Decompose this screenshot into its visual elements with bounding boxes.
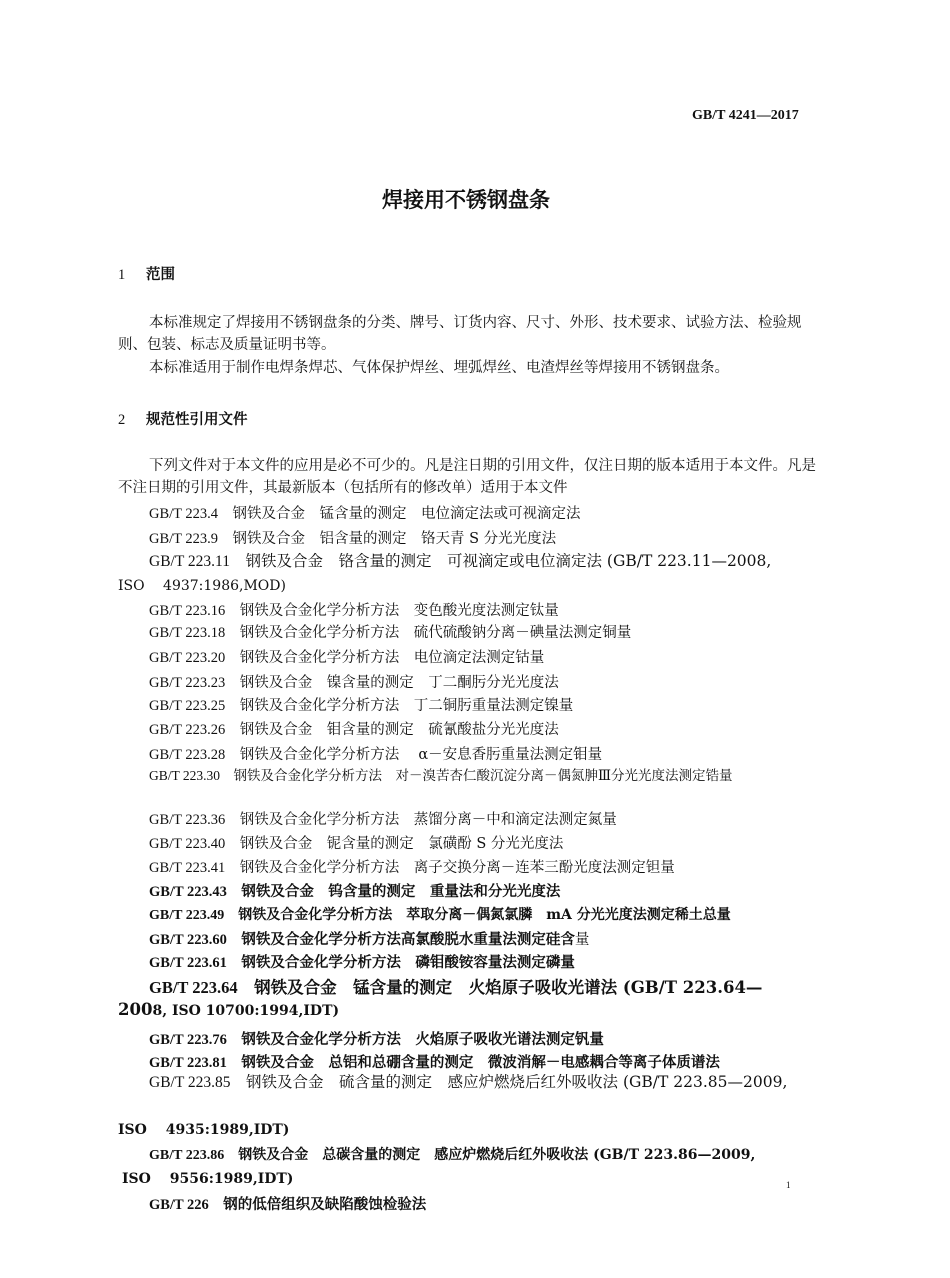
reference-item (149, 928, 589, 949)
scope-paragraph: 本标准适用于制作电焊条焊芯、气体保护焊丝、埋弧焊丝、电渣焊丝等焊接用不锈钢盘条。 (149, 360, 729, 376)
reference-item (149, 743, 602, 764)
section-number: 1 (118, 267, 126, 283)
reference-item (149, 856, 675, 877)
reference-item (149, 880, 560, 901)
reference-code: GB/T 223.11 (149, 553, 230, 570)
reference-code: GB/T 223.25 (149, 698, 226, 714)
reference-continuation: ISO 4937:1986,MOD) (118, 578, 286, 594)
document-title: 焊接用不锈钢盘条 (382, 188, 550, 212)
reference-code: GB/T 223.81 (149, 1055, 227, 1071)
reference-title: 钢铁及合金化学分析方法 硫代硫酸钠分离－碘量法测定铜量 (239, 625, 632, 641)
reference-title: 钢铁及合金 铬含量的测定 可视滴定或电位滴定法 (GB/T 223.11—2008, (245, 552, 772, 570)
reference-code: GB/T 223.85 (149, 1074, 231, 1091)
reference-code: GB/T 226 (149, 1197, 209, 1213)
reference-title: 钢铁及合金化学分析方法 火焰原子吸收光谱法测定钒量 (241, 1031, 604, 1048)
reference-item (149, 549, 771, 571)
reference-title: 钢铁及合金化学分析方法 变色酸光度法测定钛量 (239, 603, 559, 619)
reference-code: GB/T 223.9 (149, 531, 219, 547)
reference-code: GB/T 223.18 (149, 625, 226, 641)
reference-title: 钢铁及合金 铌含量的测定 氯磺酚 S 分光光度法 (239, 836, 564, 852)
section-heading-references (118, 408, 248, 429)
reference-item (149, 718, 559, 739)
reference-code: GB/T 223.26 (149, 722, 226, 738)
reference-item (149, 1051, 720, 1072)
reference-continuation: ISO 4935:1989,IDT) (118, 1122, 290, 1138)
reference-code: GB/T 223.16 (149, 603, 226, 619)
reference-code: GB/T 223.36 (149, 812, 226, 828)
reference-code: GB/T 223.23 (149, 675, 226, 691)
reference-item (149, 502, 581, 523)
continuation-text: 8, ISO 10700:1994,IDT) (152, 1003, 340, 1019)
reference-title: 钢铁及合金 铝含量的测定 铬天青 S 分光光度法 (232, 531, 557, 547)
reference-code: GB/T 223.49 (149, 908, 225, 923)
scope-paragraph: 本标准规定了焊接用不锈钢盘条的分类、牌号、订货内容、尺寸、外形、技术要求、试验方法、检验规则、包装、标志及质量证明书等。 (118, 315, 802, 353)
reference-item (149, 527, 556, 548)
reference-title: 钢铁及合金化学分析方法 丁二铜肟重量法测定镍量 (239, 698, 574, 714)
reference-item (149, 621, 631, 642)
reference-item (149, 832, 563, 853)
reference-code: GB/T 223.40 (149, 836, 226, 852)
reference-code: GB/T 223.41 (149, 860, 226, 876)
reference-item (149, 1072, 789, 1093)
section-title: 范围 (146, 267, 175, 283)
reference-title: 钢铁及合金化学分析方法 萃取分离－偶氮氯膦 mA 分光光度法测定稀土总量 (238, 907, 731, 923)
reference-title: 钢铁及合金化学分析方法 电位滴定法测定钴量 (239, 650, 545, 666)
reference-item (149, 974, 762, 998)
reference-title: 钢铁及合金化学分析方法 α－安息香肟重量法测定钼量 (239, 747, 603, 763)
reference-code: GB/T 223.86 (149, 1148, 225, 1163)
reference-title: 钢铁及合金 硫含量的测定 感应炉燃烧后红外吸收法 (GB/T 223.85—2009, (246, 1073, 788, 1091)
reference-title: 钢铁及合金 总碳含量的测定 感应炉燃烧后红外吸收法 (GB/T 223.86—2009, (238, 1147, 756, 1163)
reference-title: 钢铁及合金 锰含量的测定 火焰原子吸收光谱法 (GB/T 223.64— (254, 978, 763, 997)
reference-title: 钢铁及合金化学分析方法高氯酸脱水重量法测定硅含 (241, 931, 575, 948)
reference-code: GB/T 223.61 (149, 955, 227, 971)
reference-title: 钢的低倍组织及缺陷酸蚀检验法 (223, 1196, 427, 1213)
standard-number: GB/T 4241—2017 (692, 108, 799, 123)
reference-item (149, 1028, 604, 1049)
reference-title: 钢铁及合金化学分析方法 蒸馏分离－中和滴定法测定氮量 (239, 812, 617, 828)
reference-title: 钢铁及合金 钨含量的测定 重量法和分光光度法 (241, 883, 561, 900)
continuation-year-prefix: 200 (118, 1000, 153, 1019)
section-heading-scope (118, 263, 175, 284)
reference-item (149, 1193, 426, 1214)
reference-item (149, 951, 575, 972)
reference-item (149, 808, 617, 829)
reference-continuation: ISO 9556:1989,IDT) (122, 1171, 294, 1187)
reference-title: 钢铁及合金化学分析方法 离子交换分离－连苯三酚光度法测定钽量 (239, 860, 675, 876)
reference-item (149, 599, 559, 620)
reference-item (149, 904, 731, 924)
reference-code: GB/T 223.43 (149, 884, 227, 900)
reference-title: 钢铁及合金 锰含量的测定 电位滴定法或可视滴定法 (232, 506, 581, 522)
reference-item (149, 646, 544, 667)
reference-item (149, 694, 573, 715)
reference-code: GB/T 223.60 (149, 932, 227, 948)
reference-code: GB/T 223.4 (149, 506, 219, 522)
reference-title-tail: 量 (574, 932, 590, 948)
section-title: 规范性引用文件 (146, 412, 248, 428)
reference-title: 钢铁及合金化学分析方法 对－溴苦杏仁酸沉淀分离－偶氮胂Ⅲ分光光度法测定锆量 (233, 768, 733, 784)
reference-item (149, 1144, 755, 1164)
reference-title: 钢铁及合金 钼含量的测定 硫氰酸盐分光光度法 (239, 722, 559, 738)
reference-code: GB/T 223.30 (149, 768, 221, 783)
page-number: 1 (786, 1180, 791, 1190)
references-intro: 下列文件对于本文件的应用是必不可少的。凡是注日期的引用文件，仅注日期的版本适用于本文件。凡是不注日期的引用文件，其最新版本（包括所有的修改单）适用于本文件 (118, 458, 816, 496)
reference-code: GB/T 223.28 (149, 747, 226, 763)
reference-title: 钢铁及合金 总铝和总硼含量的测定 微波消解－电感耦合等离子体质谱法 (241, 1054, 720, 1071)
reference-title: 钢铁及合金 镍含量的测定 丁二酮肟分光光度法 (239, 675, 559, 691)
reference-item (149, 766, 809, 786)
reference-item (149, 671, 559, 692)
reference-continuation (118, 1000, 339, 1019)
reference-code: GB/T 223.76 (149, 1032, 227, 1048)
reference-title: 钢铁及合金化学分析方法 磷钼酸铵容量法测定磷量 (241, 954, 575, 971)
reference-code: GB/T 223.64 (149, 978, 238, 997)
section-number: 2 (118, 412, 126, 428)
reference-code: GB/T 223.20 (149, 650, 226, 666)
